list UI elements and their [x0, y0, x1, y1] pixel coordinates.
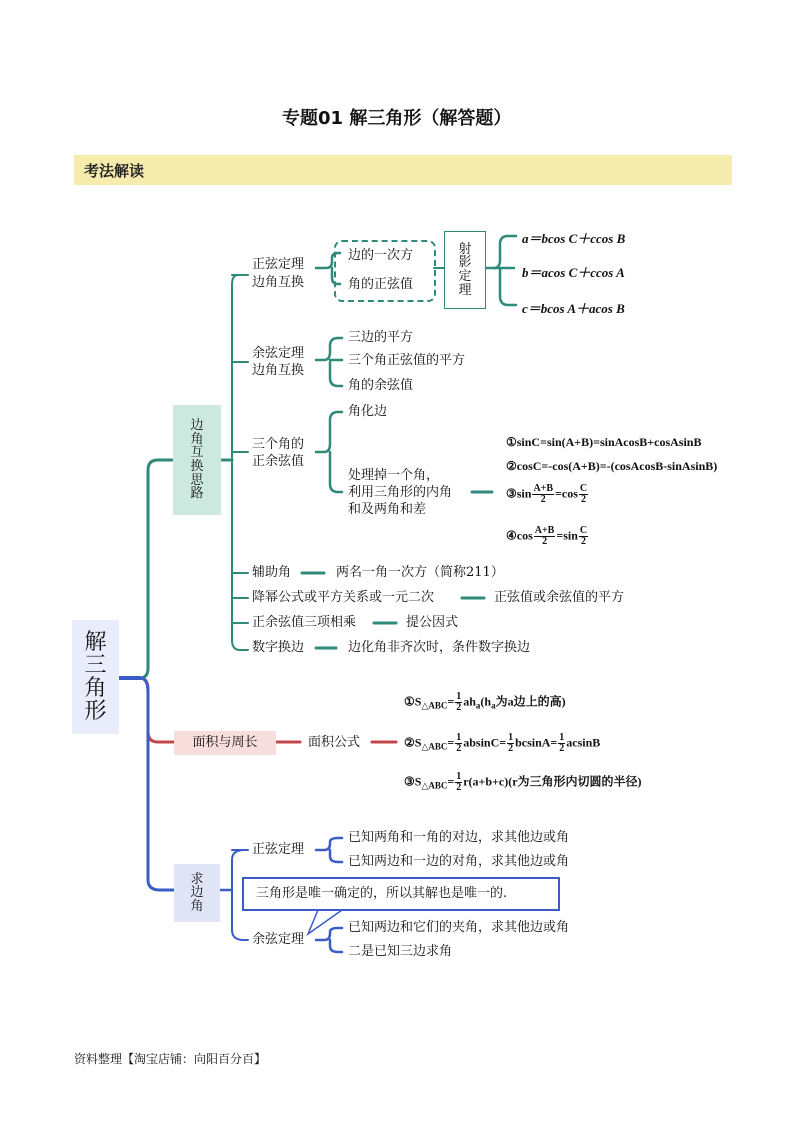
g3-n1-item: 已知两角和一角的对边，求其他边或角	[348, 830, 570, 845]
n3-label-line1: 三个角的	[252, 437, 305, 452]
projection-formula: b＝acos C＋ccos A	[522, 265, 625, 280]
group3-char: 边	[190, 885, 204, 901]
root-char: 解	[84, 629, 107, 655]
n3-label-line2: 正余弦值	[252, 454, 305, 469]
n3-item-2-line: 处理掉一个角，	[348, 468, 440, 483]
n3-item-2-line: 和及两角和差	[348, 502, 427, 517]
n2-label-line2: 边角互换	[252, 363, 305, 378]
n7-value: 边化角非齐次时，条件数字换边	[348, 640, 531, 655]
shadow-char: 理	[458, 282, 472, 298]
g3-n1-label: 正弦定理	[252, 842, 305, 857]
shadow-char: 射	[458, 241, 472, 257]
page-title: 专题01 解三角形（解答题）	[282, 108, 512, 129]
group3-node	[174, 864, 220, 922]
note-text: 三角形是唯一确定的，所以其解也是唯一的.	[256, 886, 508, 901]
n5-label: 降幂公式或平方关系或一元二次	[252, 590, 435, 605]
group1-char: 边	[190, 418, 204, 434]
area-formula-1: $①S_{\triangle ABC}=$ $\frac{1}{2}$ $ah_a(h_a$为a边上的高)	[404, 691, 566, 713]
n1-label-line2: 边角互换	[252, 275, 305, 290]
trig-identity-2: ②cosC=-cos(A+B)=-(cosAcosB-sinAsinB)	[506, 459, 718, 473]
group1-char: 路	[190, 486, 204, 502]
n2-item: 角的余弦值	[348, 378, 414, 393]
root-node	[72, 620, 119, 734]
trig-identity-4: ④cos $\frac{A+B}{2}$ =sin $\frac{C}{2}$	[506, 525, 588, 547]
n6-label: 正余弦值三项相乘	[252, 615, 357, 630]
area-formula-2: $②S_{\triangle ABC}=$ $\frac{1}{2}$ absinC= $\frac{1}{2}$ bcsinA= $\frac{1}{2}$ acsinB	[404, 732, 601, 754]
n6-value: 提公因式	[406, 615, 459, 630]
group1-char: 换	[190, 459, 204, 474]
shadow-theorem-box	[444, 231, 486, 309]
group2-node	[174, 731, 276, 755]
n1-label-line1: 正弦定理	[252, 257, 305, 272]
section-banner-label: 考法解读	[84, 162, 145, 180]
g3-n2-item: 二是已知三边求角	[348, 944, 453, 959]
n4-value: 两名一角一次方（简称211）	[336, 565, 504, 580]
group1-char: 思	[190, 472, 204, 488]
n2-label-line1: 余弦定理	[252, 346, 305, 361]
g3-n2-label: 余弦定理	[252, 932, 305, 947]
g3-n1-item: 已知两边和一边的对角，求其他边或角	[348, 854, 570, 869]
shadow-char: 定	[458, 269, 472, 284]
shadow-char: 影	[458, 255, 472, 271]
area-formula-3: $③S_{\triangle ABC}=$ $\frac{1}{2}$ r(a+b+c)(r为三角形内切圆的半径)	[404, 771, 642, 793]
projection-formula: c＝bcos A＋acos B	[522, 301, 625, 316]
n5-value: 正弦值或余弦值的平方	[494, 590, 625, 605]
n3-item-2-line: 利用三角形的内角	[348, 485, 453, 500]
note-callout	[242, 877, 560, 911]
group2-label: 面积与周长	[192, 735, 258, 750]
n2-item: 三边的平方	[348, 330, 414, 345]
group3-char: 角	[190, 898, 204, 914]
group1-char: 互	[190, 445, 204, 461]
trig-identity-3: ③sin $\frac{A+B}{2}$ =cos $\frac{C}{2}$	[506, 483, 588, 505]
group3-char: 求	[190, 871, 204, 887]
area-formula-label: 面积公式	[308, 735, 361, 750]
group1-char: 角	[190, 431, 204, 447]
footer-source: 资料整理【淘宝店铺：向阳百分百】	[74, 1052, 267, 1066]
n1-dashed-item: 边的一次方	[348, 248, 414, 263]
n1-dashed-item: 角的正弦值	[348, 277, 414, 292]
trig-identity-1: ①sinC=sin(A+B)=sinAcosB+cosAsinB	[506, 435, 702, 449]
n7-label: 数字换边	[252, 640, 305, 655]
root-char: 形	[84, 699, 107, 725]
root-char: 三	[84, 652, 107, 678]
n4-label: 辅助角	[252, 565, 292, 580]
n3-item-1: 角化边	[348, 404, 388, 419]
n2-item: 三个角正弦值的平方	[348, 353, 466, 368]
projection-formula: a＝bcos C＋ccos B	[522, 231, 626, 246]
g3-n2-item: 已知两边和它们的夹角，求其他边或角	[348, 920, 570, 935]
root-char: 角	[84, 676, 107, 701]
group1-node	[173, 405, 221, 515]
